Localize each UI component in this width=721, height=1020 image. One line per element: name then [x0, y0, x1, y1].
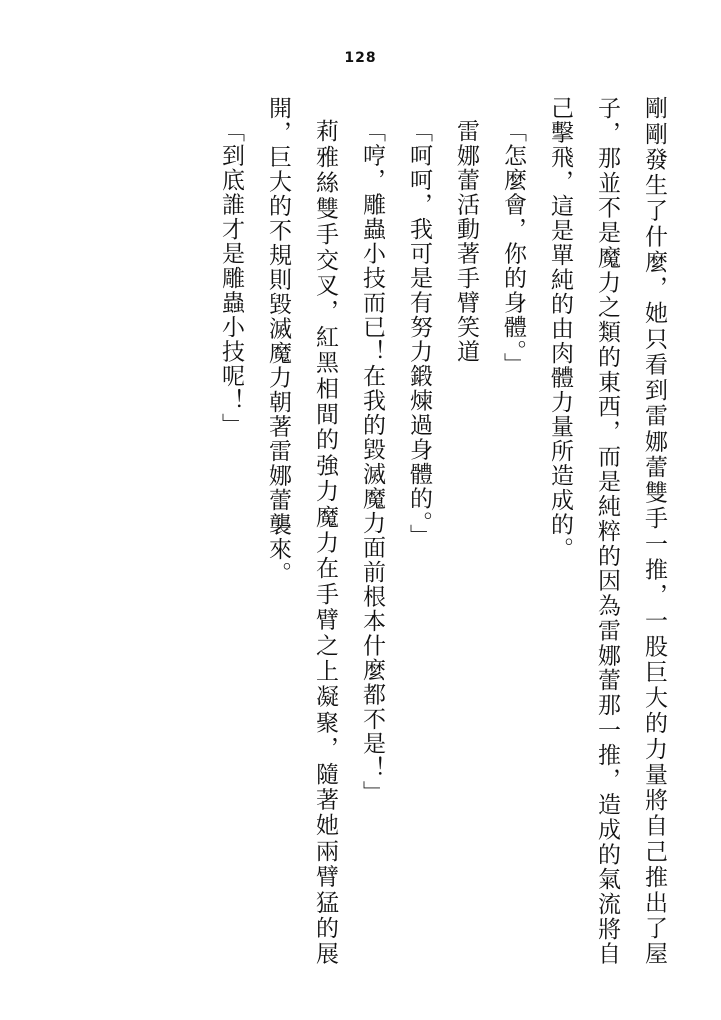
- body-text: [52, 96, 677, 966]
- paragraph: 雷娜蕾活動著手臂笑道: [453, 119, 479, 364]
- paragraph: 剛剛發生了什麼，她只看到雷娜蕾雙手一推，一股巨大的力量將自己推出了屋子，那並不是魔力之類的東西，而是純粹的因為雷娜蕾那一推，造成的氣流將自己擊飛，這是單純的由肉體力量所造成的。: [547, 96, 667, 966]
- paragraph: 「怎麼會，你的身體。」: [500, 119, 526, 377]
- paragraph: 「呵呵，我可是有努力鍛煉過身體的。」: [406, 119, 432, 549]
- paragraph: 「到底誰才是雕蟲小技呢！」: [218, 119, 244, 438]
- paragraph: 莉雅絲雙手交叉，紅黑相間的強力魔力在手臂之上凝聚，隨著她兩臂猛的展開，巨大的不規則毀滅魔力朝著雷娜蕾襲來。: [265, 96, 338, 966]
- page-number: 128: [344, 50, 377, 66]
- paragraph: 「哼，雕蟲小技而已！在我的毀滅魔力面前根本什麼都不是！」: [359, 119, 385, 805]
